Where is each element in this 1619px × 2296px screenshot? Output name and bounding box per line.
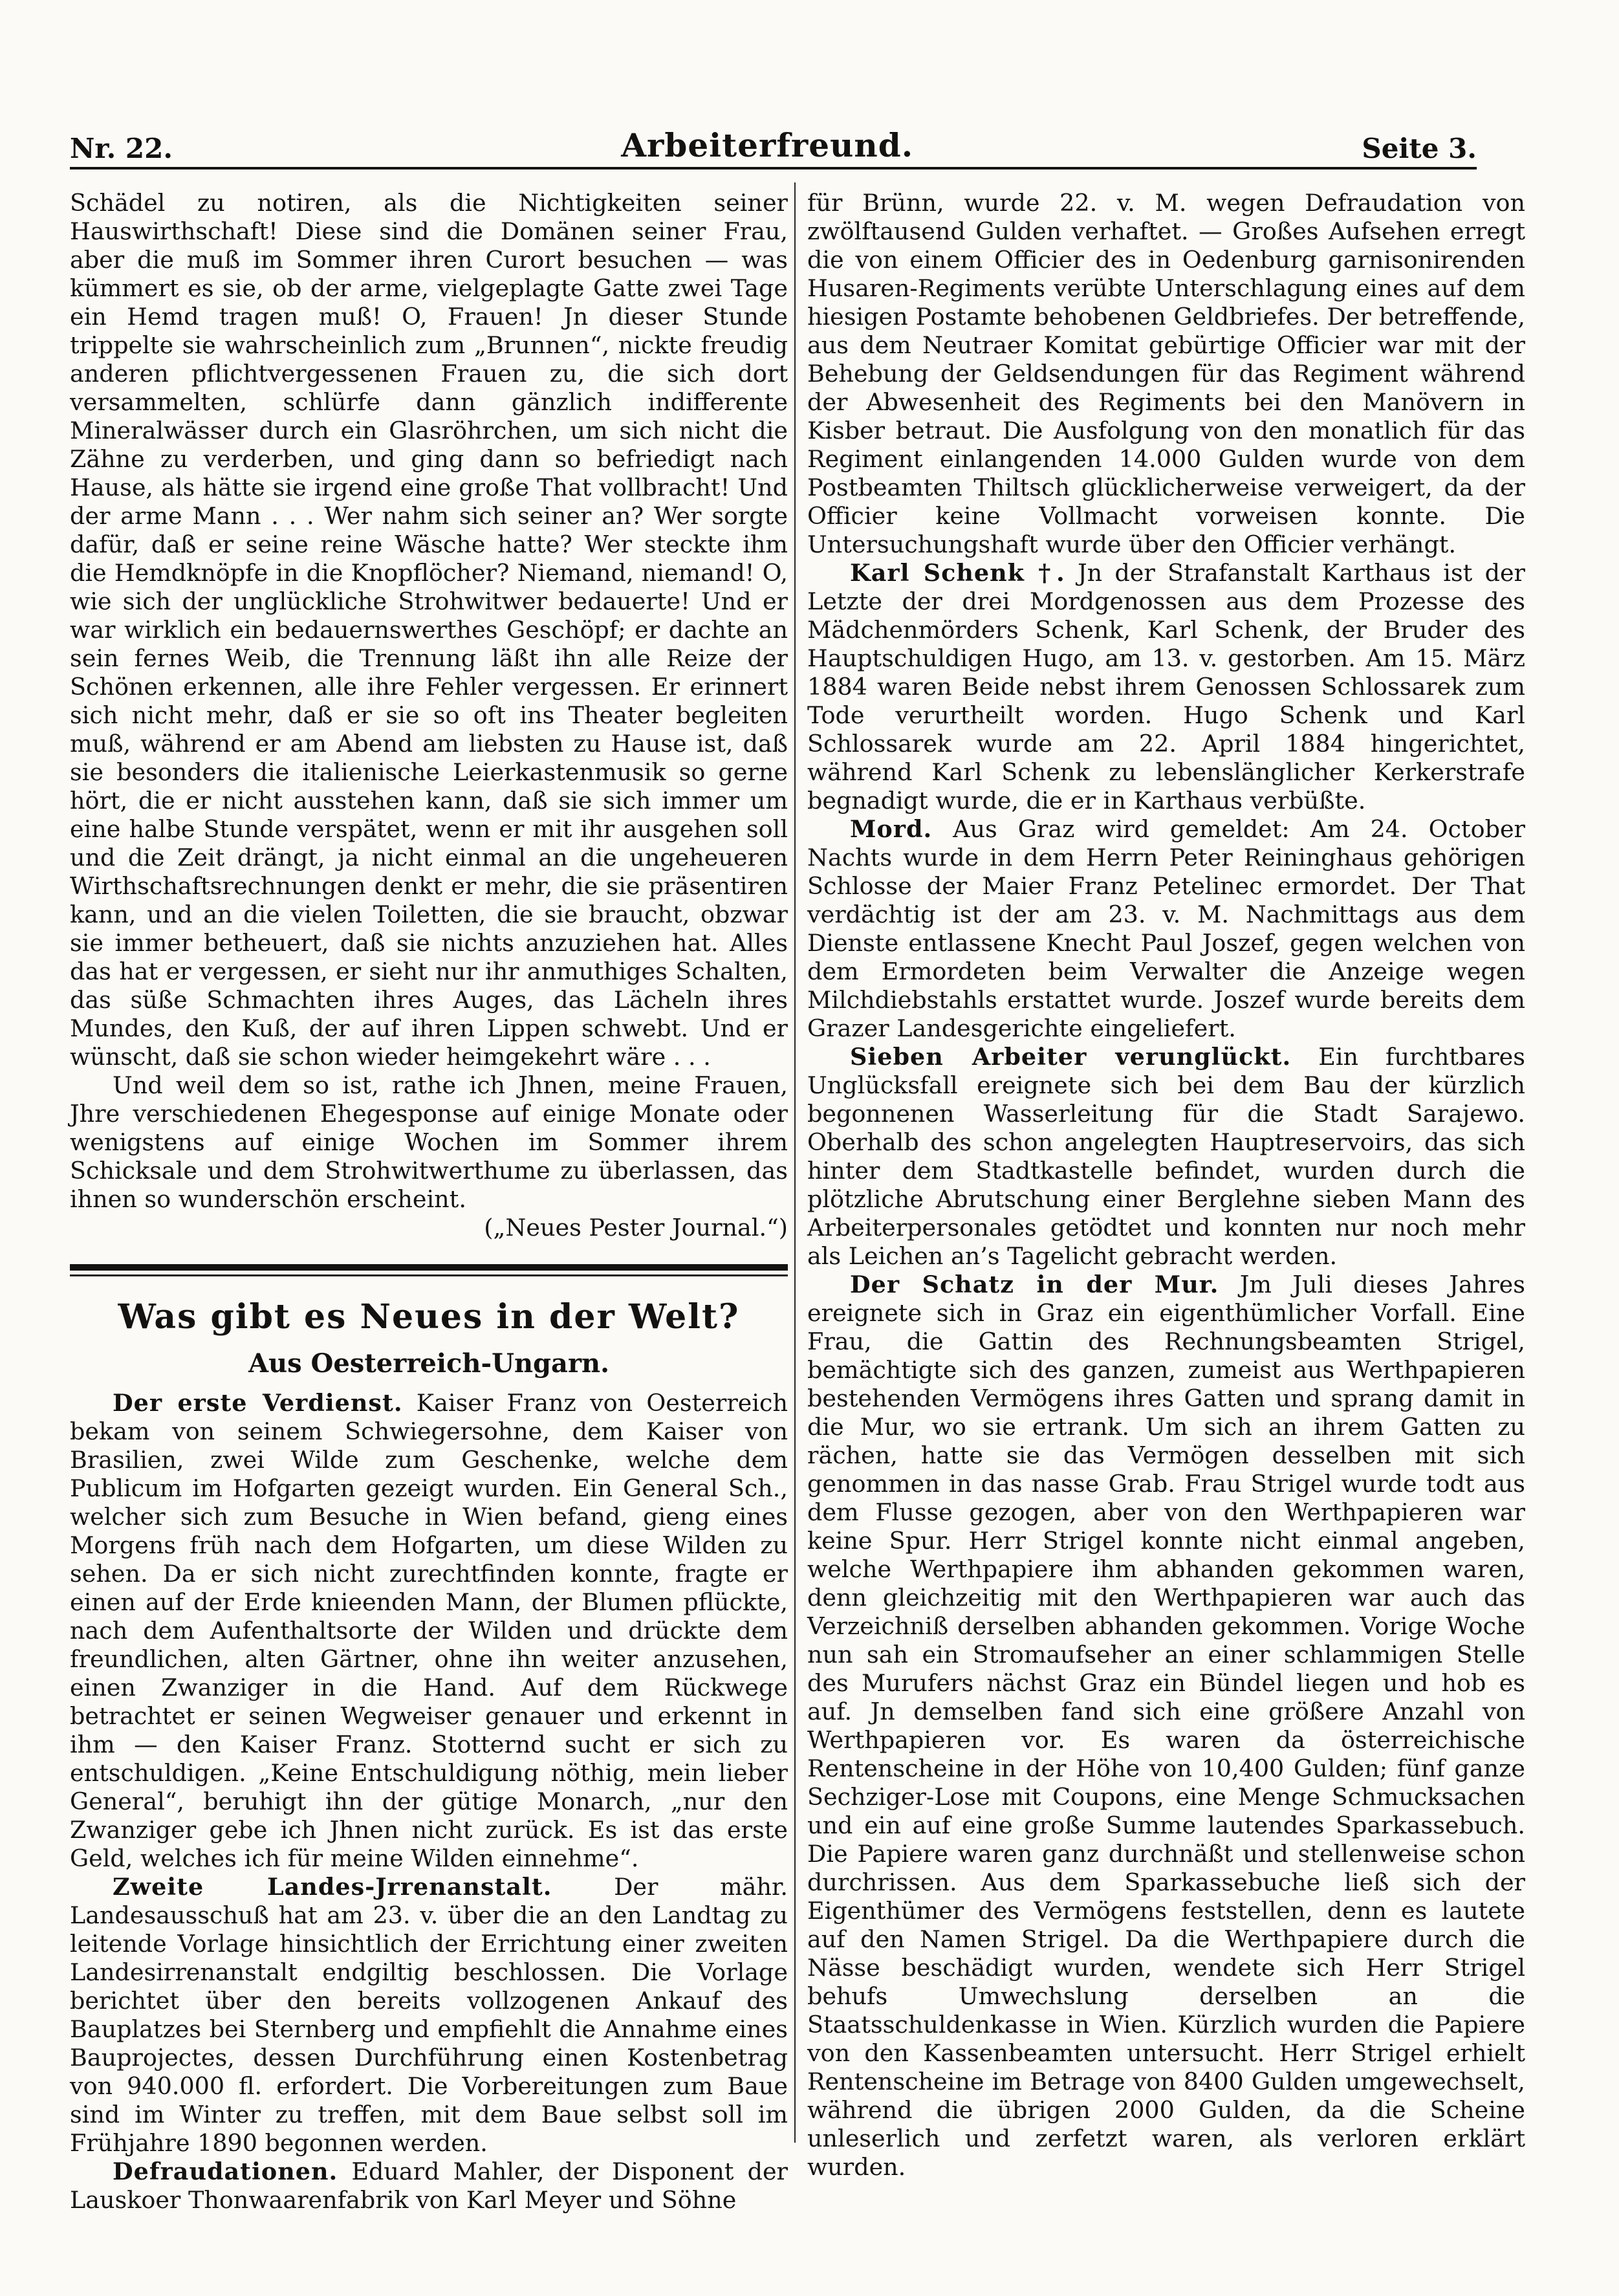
header-rule — [70, 167, 1477, 169]
page-number: Seite 3. — [1362, 133, 1477, 164]
column-divider — [794, 182, 796, 2143]
article-text: Der mähr. Landesausschuß hat am 23. v. über die an den Landtag zu leitende Vorlage hinsichtlich der Errichtung einer zweiten Landesirrenanstalt endgiltig beschlossen. Die Vorlage berichtet über den bereits vollzogenen Ankauf des Bauplatzes bei Sternberg und empfiehlt die Annahme eines Bauprojectes, dessen Durchführung einen Kostenbetrag von 940.000 fl. erfordert. Die Vorbereitungen zum Baue sind im Winter zu treffen, mit dem Baue selbst soll im Frühjahre 1890 begonnen werden. — [70, 1873, 788, 2157]
article-keyword: Defraudationen. — [113, 2158, 338, 2185]
subsection-title: Aus Oesterreich-Ungarn. — [248, 1348, 610, 1379]
issue-number: Nr. 22. — [70, 133, 173, 164]
intro-paragraph-1: Schädel zu notiren, als die Nichtigkeiten seiner Hauswirthschaft! Diese sind die Domänen seiner Frau, aber die muß im Sommer ihren Curort besuchen — was kümmert es sie, ob der arme, vielgeplagte Gatte zwei Tage ein Hemd tragen muß! O, Frauen! Jn dieser Stunde trippelte sie wahrscheinlich zum „Brunnen“, nickte freudig anderen pflichtvergessenen Frauen zu, die sich dort versammelten, schlürfe dann gänzlich indifferente Mineralwässer durch ein Glasröhrchen, um sich nicht die Zähne zu verderben, und ging dann so befriedigt nach Hause, als hätte sie irgend eine große That vollbracht! Und der arme Mann . . . Wer nahm sich seiner an? Wer sorgte dafür, daß er seine reine Wäsche hatte? Wer steckte ihm die Hemdknöpfe in die Knopflöcher? Niemand, niemand! O, wie sich der unglückliche Strohwitwer bedauerte! Und er war wirklich ein bedauernswerthes Geschöpf; er dachte an sein fernes Weib, die Trennung läßt ihn alle Reize der Schönen erkennen, alle ihre Fehler vergessen. Er erinnert sich nicht mehr, daß er sie so oft ins Theater begleiten muß, während er am Abend am liebsten zu Hause ist, daß sie besonders die italienische Leierkastenmusik so gerne hört, die er nicht ausstehen kann, daß sie sich immer um eine halbe Stunde verspätet, wenn er mit ihr ausgehen soll und die Zeit drängt, ja nicht einmal an die ungeheueren Wirthschaftsrechnungen denkt er mehr, die sie präsentiren kann, und an die vielen Toiletten, die sie braucht, obzwar sie immer betheuert, daß sie nichts anzuziehen hat. Alles das hat er vergessen, er sieht nur ihr anmuthiges Schalten, das süße Schmachten ihres Auges, das Lächeln ihres Mundes, den Kuß, der auf ihren Lippen schwebt. Und er wünscht, daß sie schon wieder heimgekehrt wäre . . . — [70, 189, 788, 1071]
article-text: Ein furchtbares Unglücksfall ereignete sich bei dem Bau der kürzlich begonnenen Wasserleitung für die Stadt Sarajewo. Oberhalb des schon angelegten Hauptreservoirs, das sich hinter dem Stadtkastelle befindet, wurden durch die plötzliche Abrutschung einer Berglehne sieben Mann des Arbeiterpersonales getödtet und konnten nur noch mehr als Leichen an’s Tagelicht gebracht werden. — [807, 1043, 1526, 1270]
article-text: für Brünn, wurde 22. v. M. wegen Defraudation von zwölftausend Gulden verhaftet. — Großes Aufsehen erregt die von einem Officier des in Oedenburg garnisonirenden Husaren-Regiments verübte Unterschlagung eines auf dem hiesigen Postamte behobenen Geldbriefes. Der betreffende, aus dem Neutraer Komitat gebürtige Officier war mit der Behebung der Geldsendungen für das Regiment während der Abwesenheit des Regiments bei den Manövern in Kisber betraut. Die Ausfolgung von den monatlich für das Regiment einlangenden 14.000 Gulden wurde von dem Postbeamten Thiltsch glücklicherweise verweigert, da der Officier keine Vollmacht vorweisen konnte. Die Untersuchungshaft wurde über den Officier verhängt. — [807, 189, 1525, 558]
article-text: Eduard Mahler, der Disponent der Lauskoer Thonwaarenfabrik von Karl Meyer und Söhne — [70, 2158, 788, 2214]
article-keyword: Der Schatz in der Mur. — [850, 1271, 1219, 1298]
section-thick-rule — [70, 1264, 788, 1271]
article-paragraph — [70, 2158, 788, 2214]
article-keyword: Sieben Arbeiter verunglückt. — [850, 1043, 1292, 1071]
article-keyword: Karl Schenk †. — [850, 559, 1065, 587]
article-text: Jn der Strafanstalt Karthaus ist der Letzte der drei Mordgenossen aus dem Prozesse des Mädchenmörders Schenk, Karl Schenk, der Bruder des Hauptschuldigen Hugo, am 13. v. gestorben. Am 15. März 1884 waren Beide nebst ihrem Genossen Schlossarek zum Tode verurtheilt worden. Hugo Schenk und Karl Schlossarek wurde am 22. April 1884 hingerichtet, während Karl Schenk zu lebenslänglicher Kerkerstrafe begnadigt wurde, die er in Karthaus verbüßte. — [807, 559, 1525, 815]
article-paragraph — [807, 1271, 1525, 2181]
article-keyword: Zweite Landes-Jrrenanstalt. — [113, 1873, 552, 1901]
article-keyword: Mord. — [850, 815, 933, 843]
article-paragraph — [807, 559, 1525, 815]
left-column — [70, 189, 788, 2214]
section-title: Was gibt es Neues in der Welt? — [118, 1297, 740, 1337]
source-citation: („Neues Pester Journal.“) — [484, 1214, 788, 1241]
right-column — [807, 189, 1525, 2181]
article-paragraph — [70, 1389, 788, 1873]
article-paragraph — [70, 1873, 788, 2158]
section-thin-rule — [70, 1274, 788, 1276]
article-paragraph — [807, 1043, 1525, 1271]
article-text: Kaiser Franz von Oesterreich bekam von seinem Schwiegersohne, dem Kaiser von Brasilien, zwei Wilde zum Geschenke, welche dem Publicum im Hofgarten gezeigt wurden. Ein General Sch., welcher sich zum Besuche in Wien befand, gieng eines Morgens früh nach dem Hofgarten, um diese Wilden zu sehen. Da er sich nicht zurechtfinden konnte, fragte er einen auf der Erde knieenden Mann, der Blumen pflückte, nach dem Aufenthaltsorte der Wilden und drückte dem freundlichen, alten Gärtner, ohne ihn weiter anzusehen, einen Zwanziger in die Hand. Auf dem Rückwege betrachtet er seinen Wegweiser genauer und erkennt in ihm — den Kaiser Franz. Stotternd sucht er sich zu entschuldigen. „Keine Entschuldigung nöthig, mein lieber General“, beruhigt ihn der gütige Monarch, „nur den Zwanziger gebe ich Jhnen nicht zurück. Es ist das erste Geld, welches ich für meine Wilden einnehme“. — [70, 1389, 788, 1872]
article-keyword: Der erste Verdienst. — [113, 1389, 403, 1417]
masthead-title: Arbeiterfreund. — [621, 126, 914, 164]
article-text: Jm Juli dieses Jahres ereignete sich in Graz ein eigenthümlicher Vorfall. Eine Frau, die Gattin des Rechnungsbeamten Strigel, bemächtigte sich des ganzen, zumeist aus Werthpapieren bestehenden Vermögens ihres Gatten und sprang damit in die Mur, wo sie ertrank. Um sich an ihrem Gatten zu rächen, hatte sie das Vermögen desselben mit sich genommen in das nasse Grab. Frau Strigel wurde todt aus dem Flusse gezogen, aber von den Werthpapieren war keine Spur. Herr Strigel konnte nicht einmal angeben, welche Werthpapiere ihm abhanden gekommen waren, denn gleichzeitig mit den Werthpapieren war auch das Verzeichniß derselben abhanden gekommen. Vorige Woche nun sah ein Stromaufseher an einer schlammigen Stelle des Murufers nächst Graz ein Bündel liegen und hob es auf. Jn demselben fand sich eine größere Anzahl von Werthpapieren vor. Es waren da österreichische Rentenscheine in der Höhe von 10,400 Gulden; fünf ganze Sechziger-Lose mit Coupons, eine Menge Schmucksachen und ein auf eine große Summe lautendes Sparkassebuch. Die Papiere waren ganz durchnäßt und stellenweise schon durchrissen. Aus dem Sparkassebuche ließ sich der Eigenthümer des Vermögens feststellen, denn es lautete auf den Namen Strigel. Da die Werthpapiere durch die Nässe beschädigt wurden, wendete sich Herr Strigel behufs Umwechslung derselben an die Staatsschuldenkasse in Wien. Kürzlich wurden die Papiere von den Kassenbeamten untersucht. Herr Strigel erhielt Rentenscheine im Betrage von 8400 Gulden umgewechselt, während die übrigen 2000 Gulden, da die Scheine unleserlich und zerfetzt waren, als verloren erklärt wurden. — [807, 1271, 1526, 2181]
article-paragraph — [807, 189, 1525, 559]
article-paragraph — [807, 815, 1525, 1043]
article-text: Aus Graz wird gemeldet: Am 24. October Nachts wurde in dem Herrn Peter Reininghaus gehörigen Schlosse der Maier Franz Petelinec ermordet. Der That verdächtig ist der am 23. v. M. Nachmittags aus dem Dienste entlassene Knecht Paul Joszef, gegen welchen von dem Ermordeten beim Verwalter die Anzeige wegen Milchdiebstahls erstattet wurde. Joszef wurde bereits dem Grazer Landesgerichte eingeliefert. — [807, 815, 1525, 1042]
intro-paragraph-2: Und weil dem so ist, rathe ich Jhnen, meine Frauen, Jhre verschiedenen Ehegesponse auf einige Monate oder wenigstens auf einige Wochen im Sommer ihrem Schicksale und dem Strohwitwerthume zu überlassen, das ihnen so wunderschön erscheint. — [70, 1071, 788, 1213]
page-header — [70, 123, 1477, 164]
